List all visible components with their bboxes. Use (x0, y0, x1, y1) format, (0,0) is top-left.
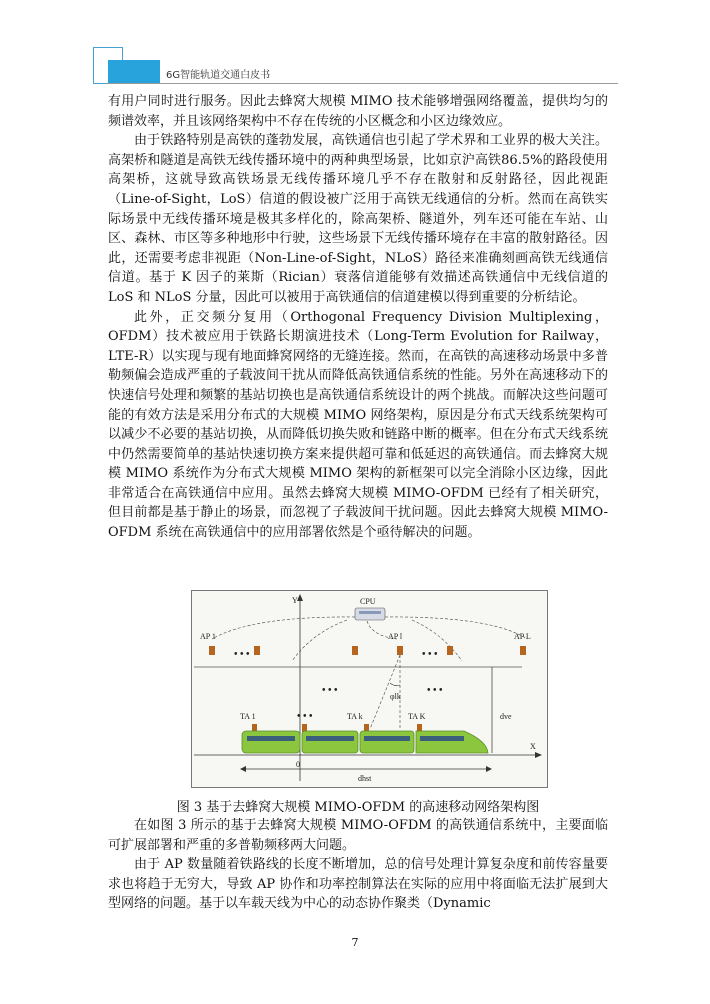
paragraph-4: 在如图 3 所示的基于去蜂窝大规模 MIMO-OFDM 的高铁通信系统中，主要面临可扩展部署和严重的多普勒频移两大问题。 (108, 818, 608, 853)
cpu-label: CPU (360, 597, 376, 606)
origin-label: 0 (296, 760, 300, 769)
ap1-label: AP 1 (200, 632, 216, 641)
x-axis-label: X (530, 742, 536, 751)
figure-network-architecture (191, 590, 548, 788)
running-header-title: 6G智能轨道交通白皮书 (166, 70, 271, 81)
paragraph-1: 有用户同时进行服务。因此去蜂窝大规模 MIMO 技术能够增强网络覆盖，提供均匀的频谱效率，并且该网络架构中不存在传统的小区概念和小区边缘效应。 (108, 94, 608, 129)
taK-label: TA K (408, 712, 426, 721)
paragraph-3: 此外，正交频分复用（Orthogonal Frequency Division Multiplexing，OFDM）技术被应用于铁路长期演进技术（Long-Term Evolution for Railway，LTE-R）以实现与现有地面蜂窝网络的无缝连接。然而，在高铁的高速移动场景中多普勒频偏会造成严重的子载波间干扰从而降低高铁通信系统的性能。另外在高速移动下的快速信号处理和频繁的基站切换也是高铁通信系统设计的两个挑战。而解决这些问题可能的有效方法是采用分布式的大规模 MIMO 网络架构，原因是分布式天线系统架构可以减少不必要的基站切换，从而降低切换失败和链路中断的概率。但在分布式天线系统中仍然需要简单的基站快速切换方案来提供超可靠和低延迟的高铁通信。而去蜂窝大规模 MIMO 系统作为分布式大规模 MIMO 架构的新框架可以完全消除小区边缘，因此非常适合在高铁通信中应用。虽然去蜂窝大规模 MIMO-OFDM 已经有了相关研究，但目前都是基于静止的场景，而忽视了子载波间干扰问题。因此去蜂窝大规模 MIMO-OFDM 系统在高铁通信中的应用部署依然是个亟待解决的问题。 (108, 309, 608, 541)
figure-caption: 图 3 基于去蜂窝大规模 MIMO-OFDM 的高速移动网络架构图 (176, 800, 540, 815)
header-color-block (108, 60, 160, 84)
mid-dots-left: • • • (322, 685, 338, 696)
ta1-label: TA 1 (240, 712, 256, 721)
angle-arc (390, 683, 400, 686)
ta-dots: • • • (297, 711, 313, 722)
ap-antenna-row (209, 646, 526, 655)
apL-label: AP L (514, 632, 531, 641)
architecture-diagram (192, 591, 548, 788)
body-text-top (108, 92, 608, 543)
tak-label: TA k (347, 712, 363, 721)
header-rule (108, 83, 618, 84)
dhst-label: dhst (358, 774, 372, 783)
apl-label: AP l (388, 632, 403, 641)
fronthaul-ap1 (212, 617, 355, 639)
page-number: 7 (351, 936, 359, 949)
paragraph-5: 由于 AP 数量随着铁路线的长度不断增加，总的信号处理计算复杂度和前传容量要求也将趋于无穷大，导致 AP 协作和功率控制算法在实际的应用中将面临无法扩展到大型网络的问题。基于以车载天线为中心的动态协作聚类（Dynamic (108, 857, 608, 912)
body-text-bottom (108, 816, 608, 914)
ap-dots-right: • • • (422, 649, 438, 660)
mid-dots-right: • • • (427, 685, 443, 696)
angle-label: φlk (390, 692, 401, 701)
y-axis-arrow (297, 594, 303, 601)
cpu-icon-detail (359, 611, 381, 614)
dve-label: dve (500, 712, 512, 721)
paragraph-2: 由于铁路特别是高铁的蓬勃发展，高铁通信也引起了学术界和工业界的极大关注。高架桥和隧道是高铁无线传播环境中的两种典型场景，比如京沪高铁86.5%的路段使用高架桥，这就导致高铁场景无线传播环境几乎不存在散射和反射路径，因此视距（Line-of-Sight，LoS）信道的假设被广泛用于高铁无线通信的分析。然而在高铁实际场景中无线传播环境是极其多样化的，除高架桥、隧道外，列车还可能在车站、山区、森林、市区等多种地形中行驶，这些场景下无线传播环境存在丰富的散射路径。因此，还需要考虑非视距（Non-Line-of-Sight，NLoS）路径来准确刻画高铁无线通信信道。基于 K 因子的莱斯（Rician）衰落信道能够有效描述高铁通信中无线信道的 LoS 和 NLoS 分量，因此可以被用于高铁通信的信道建模以得到重要的分析结论。 (108, 133, 608, 305)
y-axis-label: Y (292, 596, 298, 605)
high-speed-train (242, 731, 488, 753)
fronthaul-apL (385, 617, 527, 639)
x-axis-arrow (535, 752, 542, 758)
ap-dots-left: • • • (234, 649, 250, 660)
